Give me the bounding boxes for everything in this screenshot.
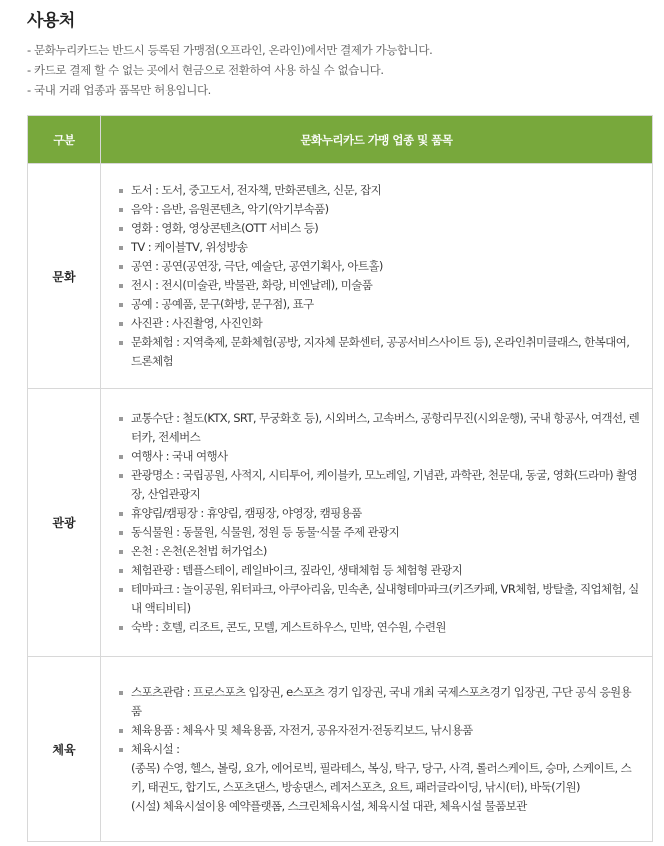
list-item: 체험관광 : 템플스테이, 레일바이크, 짚라인, 생태체험 등 체험형 관광지: [119, 561, 640, 580]
items-cell: [101, 164, 653, 389]
note-item: - 문화누리카드는 반드시 등록된 가맹점(오프라인, 온라인)에서만 결제가 가능합니다.: [27, 40, 432, 60]
item-list: [101, 173, 652, 379]
list-item: TV : 케이블TV, 위성방송: [119, 238, 640, 257]
list-item: 공연 : 공연(공연장, 극단, 예술단, 공연기획사, 아트홀): [119, 257, 640, 276]
category-cell: 문화: [28, 164, 101, 389]
list-item: 음악 : 음반, 음원콘텐츠, 악기(악기부속품): [119, 200, 640, 219]
list-item: 숙박 : 호텔, 리조트, 콘도, 모텔, 게스트하우스, 민박, 연수원, 수련원: [119, 618, 640, 637]
list-item: 문화체험 : 지역축제, 문화체험(공방, 지자체 문화센터, 공공서비스사이트 등), 온라인취미클래스, 한복대여, 드론체험: [119, 333, 640, 371]
header-items: 문화누리카드 가맹 업종 및 품목: [101, 116, 653, 164]
page-title: 사용처: [27, 11, 75, 31]
table-header-row: [28, 116, 653, 164]
table-row-tourism: [28, 389, 653, 657]
list-item: 휴양림/캠핑장 : 휴양림, 캠핑장, 야영장, 캠핑용품: [119, 504, 640, 523]
usage-notes: [27, 40, 432, 100]
facility-events: (종목) 수영, 헬스, 볼링, 요가, 에어로빅, 필라테스, 복싱, 탁구, 당구, 사격, 롤러스케이트, 승마, 스케이트, 스키, 태권도, 합기도, 스포츠댄스, 방송댄스, 레저스포츠, 요트, 패러글라이딩, 낚시(터), 바둑(기원): [131, 760, 632, 794]
list-item: 스포츠관람 : 프로스포츠 입장권, e스포츠 경기 입장권, 국내 개최 국제스포츠경기 입장권, 구단 공식 응원용품: [119, 683, 640, 721]
note-item: - 국내 거래 업종과 품목만 허용입니다.: [27, 80, 432, 100]
table-row-culture: [28, 164, 653, 389]
header-category: 구분: [28, 116, 101, 164]
list-item: 영화 : 영화, 영상콘텐츠(OTT 서비스 등): [119, 219, 640, 238]
list-item: 온천 : 온천(온천법 허가업소): [119, 542, 640, 561]
items-cell: [101, 657, 653, 842]
category-cell: 관광: [28, 389, 101, 657]
item-list: [101, 675, 652, 824]
list-item: 공예 : 공예품, 문구(화방, 문구점), 표구: [119, 295, 640, 314]
item-list: [101, 401, 652, 645]
list-item: 도서 : 도서, 중고도서, 전자책, 만화콘텐츠, 신문, 잡지: [119, 181, 640, 200]
list-item: 체육용품 : 체육사 및 체육용품, 자전거, 공유자전거·전동킥보드, 낚시용품: [119, 721, 640, 740]
items-cell: [101, 389, 653, 657]
list-item: 교통수단 : 철도(KTX, SRT, 무궁화호 등), 시외버스, 고속버스, 공항리무진(시외운행), 국내 항공사, 여객선, 렌터카, 전세버스: [119, 409, 640, 447]
category-cell: 체육: [28, 657, 101, 842]
list-item: 동식물원 : 동물원, 식물원, 정원 등 동물·식물 주제 관광지: [119, 523, 640, 542]
facility-venues: (시설) 체육시설이용 예약플랫폼, 스크린체육시설, 체육시설 대관, 체육시설 물품보관: [131, 798, 527, 813]
note-item: - 카드로 결제 할 수 없는 곳에서 현금으로 전환하여 사용 하실 수 없습니다.: [27, 60, 432, 80]
list-item: 사진관 : 사진촬영, 사진인화: [119, 314, 640, 333]
list-item: 전시 : 전시(미술관, 박물관, 화랑, 비엔날레), 미술품: [119, 276, 640, 295]
list-item: 테마파크 : 놀이공원, 워터파크, 아쿠아리움, 민속촌, 실내형테마파크(키즈카페, VR체험, 방탈출, 직업체험, 실내 액티비티): [119, 580, 640, 618]
list-item: 관광명소 : 국립공원, 사적지, 시티투어, 케이블카, 모노레일, 기념관, 과학관, 천문대, 동굴, 영화(드라마) 촬영장, 산업관광지: [119, 466, 640, 504]
list-item-facility: [119, 740, 640, 816]
merchant-category-table: [27, 115, 653, 842]
list-item: 여행사 : 국내 여행사: [119, 447, 640, 466]
table-row-sports: [28, 657, 653, 842]
facility-label: 체육시설 :: [131, 741, 180, 756]
